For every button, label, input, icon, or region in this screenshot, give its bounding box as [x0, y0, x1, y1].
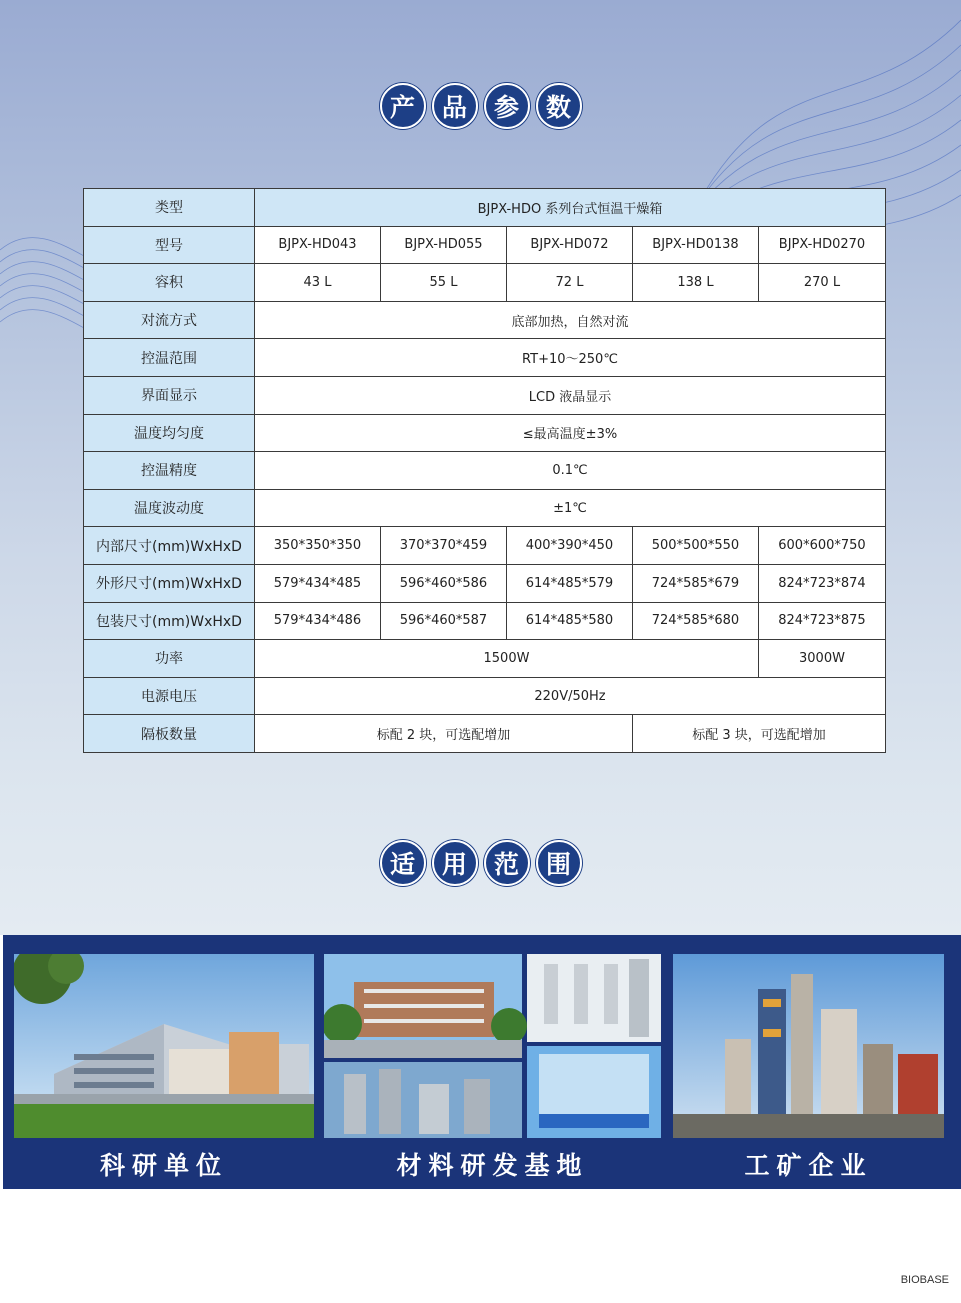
table-row	[84, 489, 886, 527]
row-label: 界面显示	[84, 376, 255, 414]
row-label: 内部尺寸(mm)WxHxD	[84, 527, 255, 565]
cell: 43 L	[255, 264, 381, 302]
cell: 596*460*586	[381, 564, 507, 602]
section-title-params	[0, 83, 961, 129]
cell: BJPX-HD072	[507, 226, 633, 264]
cell: LCD 液晶显示	[255, 376, 886, 414]
table-row	[84, 301, 886, 339]
title-char: 数	[536, 83, 582, 129]
cell: 579*434*486	[255, 602, 381, 640]
cell: 596*460*587	[381, 602, 507, 640]
table-row	[84, 602, 886, 640]
row-label: 控温范围	[84, 339, 255, 377]
table-row	[84, 226, 886, 264]
title-char: 产	[380, 83, 426, 129]
brand-label: BIOBASE	[900, 1274, 949, 1286]
cell: 底部加热，自然对流	[255, 301, 886, 339]
research-institute-photo	[14, 954, 314, 1138]
row-label: 功率	[84, 640, 255, 678]
cell: BJPX-HD0270	[759, 226, 886, 264]
cell: 270 L	[759, 264, 886, 302]
cell: 579*434*485	[255, 564, 381, 602]
cell: 824*723*875	[759, 602, 886, 640]
row-label: 控温精度	[84, 452, 255, 490]
cell: BJPX-HD0138	[633, 226, 759, 264]
row-label: 电源电压	[84, 677, 255, 715]
cell: 220V/50Hz	[255, 677, 886, 715]
cell: 标配 3 块，可选配增加	[633, 715, 886, 753]
row-label: 对流方式	[84, 301, 255, 339]
cell: 724*585*680	[633, 602, 759, 640]
cell: RT+10～250℃	[255, 339, 886, 377]
materials-base-photo	[324, 954, 661, 1138]
cell: 3000W	[759, 640, 886, 678]
cell: 614*485*579	[507, 564, 633, 602]
title-char: 参	[484, 83, 530, 129]
caption-materials: 材料研发基地	[396, 1151, 589, 1180]
title-char: 范	[484, 840, 530, 886]
cell: 724*585*679	[633, 564, 759, 602]
row-label: 温度波动度	[84, 489, 255, 527]
row-label: 容积	[84, 264, 255, 302]
cell: ≤最高温度±3%	[255, 414, 886, 452]
cell: 500*500*550	[633, 527, 759, 565]
table-row	[84, 452, 886, 490]
caption-research: 科研单位	[99, 1151, 228, 1180]
cell: 370*370*459	[381, 527, 507, 565]
cell: 138 L	[633, 264, 759, 302]
row-label: 温度均匀度	[84, 414, 255, 452]
cell: BJPX-HD043	[255, 226, 381, 264]
table-row	[84, 527, 886, 565]
table-row	[84, 640, 886, 678]
table-row	[84, 376, 886, 414]
row-label: 型号	[84, 226, 255, 264]
row-label: 外形尺寸(mm)WxHxD	[84, 564, 255, 602]
title-char: 品	[432, 83, 478, 129]
cell: 400*390*450	[507, 527, 633, 565]
table-row	[84, 414, 886, 452]
title-char: 适	[380, 840, 426, 886]
cell: 0.1℃	[255, 452, 886, 490]
row-label: 包装尺寸(mm)WxHxD	[84, 602, 255, 640]
table-row	[84, 564, 886, 602]
cell: 600*600*750	[759, 527, 886, 565]
industrial-enterprise-photo	[673, 954, 944, 1138]
row-label: 隔板数量	[84, 715, 255, 753]
table-row	[84, 189, 886, 227]
section-title-applications	[0, 840, 961, 886]
row-label: 类型	[84, 189, 255, 227]
cell: 72 L	[507, 264, 633, 302]
table-row	[84, 264, 886, 302]
cell: BJPX-HD055	[381, 226, 507, 264]
caption-industry: 工矿企业	[744, 1151, 873, 1180]
title-char: 用	[432, 840, 478, 886]
cell: 标配 2 块，可选配增加	[255, 715, 633, 753]
cell: BJPX-HDO 系列台式恒温干燥箱	[255, 189, 886, 227]
cell: 55 L	[381, 264, 507, 302]
cell: 350*350*350	[255, 527, 381, 565]
cell: 614*485*580	[507, 602, 633, 640]
cell: 824*723*874	[759, 564, 886, 602]
cell: 1500W	[255, 640, 759, 678]
table-row	[84, 339, 886, 377]
title-char: 围	[536, 840, 582, 886]
cell: ±1℃	[255, 489, 886, 527]
table-row	[84, 715, 886, 753]
table-row	[84, 677, 886, 715]
spec-table	[83, 188, 886, 753]
